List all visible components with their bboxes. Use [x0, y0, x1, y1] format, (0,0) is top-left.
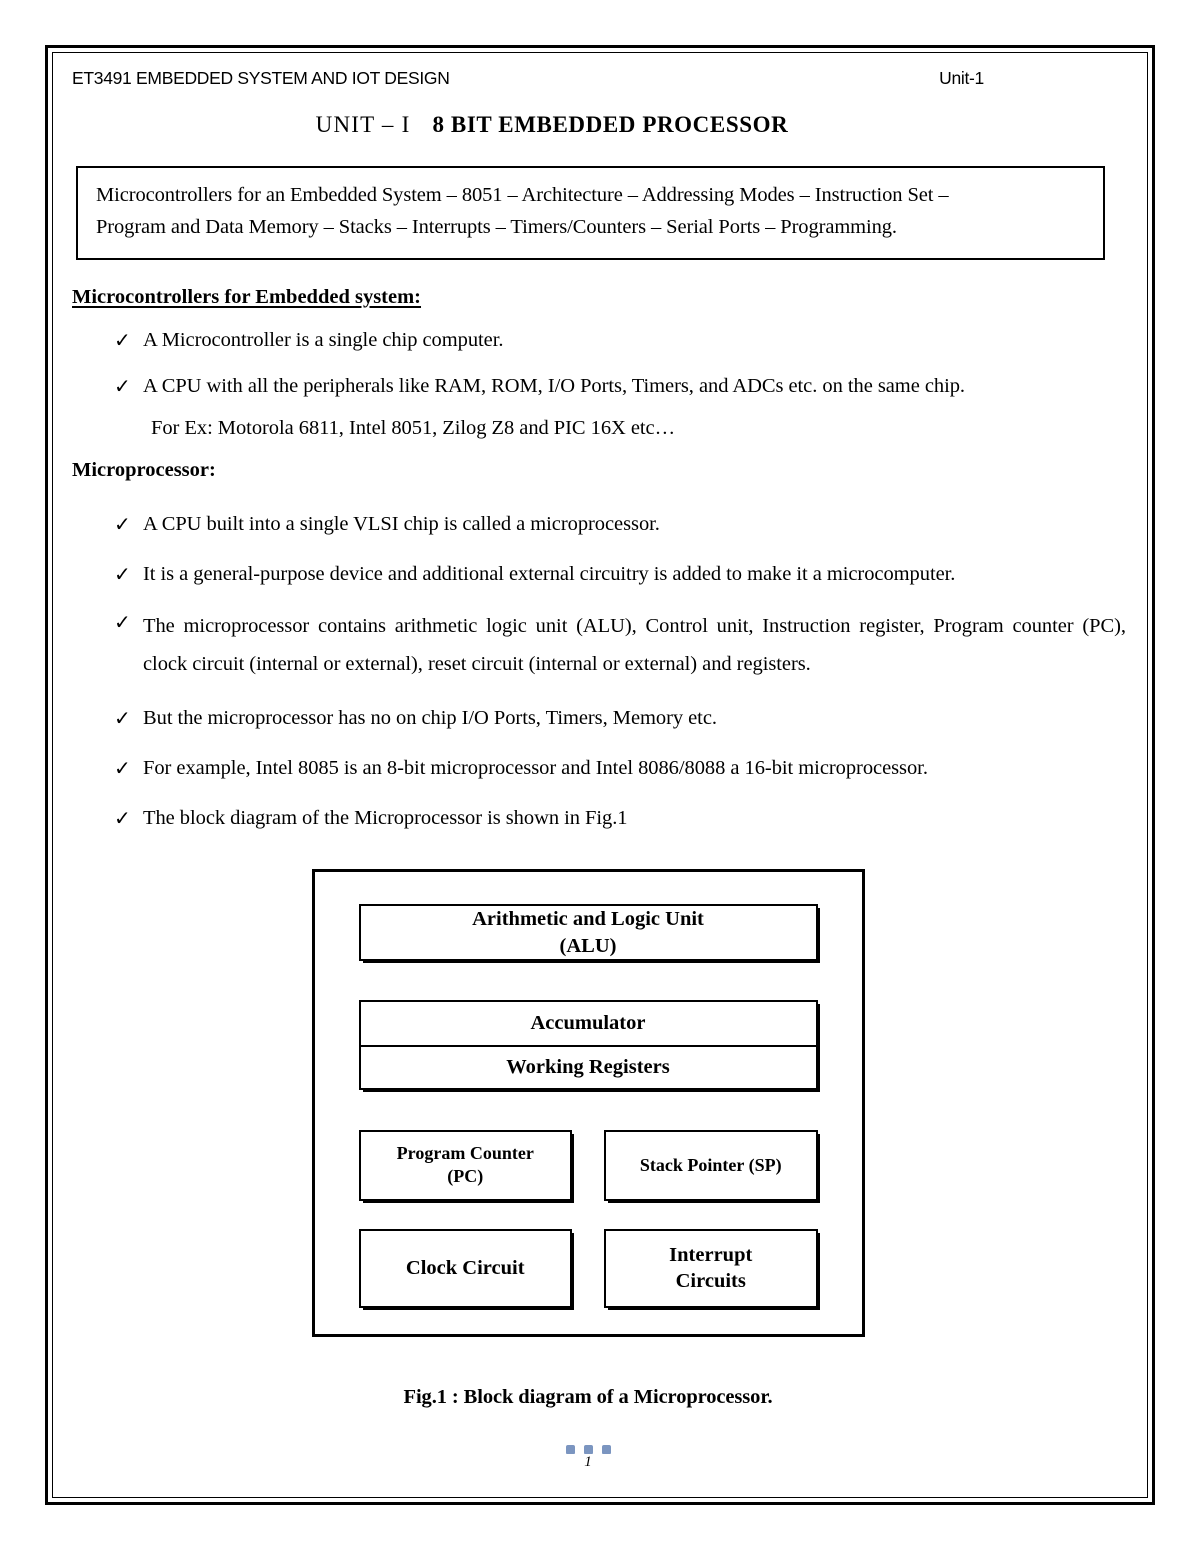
page-footer	[72, 1445, 1132, 1470]
list-item-text: A CPU with all the peripherals like RAM, ROM, I/O Ports, Timers, and ADCs etc. on the same chip.	[143, 375, 965, 398]
microprocessor-bullet-list	[72, 510, 1132, 833]
check-icon: ✓	[114, 610, 131, 635]
figure-caption: Fig.1 : Block diagram of a Microprocessor.	[403, 1386, 773, 1409]
running-head	[72, 68, 1132, 89]
running-head-left: ET3491 EMBEDDED SYSTEM AND IOT DESIGN	[72, 68, 450, 88]
list-item	[72, 510, 1132, 540]
diagram-block-clock-label: Clock Circuit	[405, 1257, 525, 1280]
list-item	[72, 326, 1132, 356]
diagram-block-alu	[359, 904, 818, 960]
list-item	[72, 372, 1132, 402]
check-icon: ✓	[114, 805, 131, 830]
diagram-block-interrupt-line2: Circuits	[675, 1270, 746, 1293]
microcontrollers-bullet-list	[72, 326, 1132, 402]
diagram-block-accumulator: Accumulator	[530, 1011, 646, 1034]
list-item	[72, 608, 1132, 684]
syllabus-box	[76, 166, 1105, 260]
list-item-text: But the microprocessor has no on chip I/O Ports, Timers, Memory etc.	[143, 707, 717, 730]
diagram-cell-interrupt	[604, 1229, 818, 1308]
diagram-cell-clock	[359, 1229, 573, 1308]
diagram-block-program-counter	[359, 1130, 573, 1201]
diagram-row-circuits	[359, 1229, 818, 1308]
list-item	[72, 804, 1132, 834]
diagram-outer-box	[312, 869, 865, 1337]
diagram-block-pc-line1: Program Counter	[396, 1143, 534, 1164]
diagram-block-pc-line2: (PC)	[447, 1166, 484, 1187]
page-title	[72, 112, 1132, 138]
ornament-dot-icon	[584, 1445, 593, 1454]
list-item	[72, 704, 1132, 734]
list-item-text: The microprocessor contains arithmetic logic unit (ALU), Control unit, Instruction register, Program counter (PC), clock circuit (internal or external), reset circuit (internal or external) and registers.	[143, 615, 1126, 676]
diagram-block-sp-label: Stack Pointer (SP)	[639, 1154, 782, 1175]
page-content	[72, 62, 1132, 1492]
page-border	[45, 45, 1155, 1505]
diagram-block-interrupt-circuits	[604, 1229, 818, 1308]
ornament-dot-icon	[566, 1445, 575, 1454]
block-diagram	[72, 869, 1132, 1337]
example-line: For Ex: Motorola 6811, Intel 8051, Zilog Z8 and PIC 16X etc…	[151, 416, 676, 439]
heading-microprocessor: Microprocessor:	[72, 458, 216, 481]
diagram-block-interrupt-line1: Interrupt	[669, 1244, 753, 1267]
check-icon: ✓	[114, 706, 131, 731]
list-item	[72, 560, 1132, 590]
check-icon: ✓	[114, 561, 131, 586]
list-item-text: For example, Intel 8085 is an 8-bit microprocessor and Intel 8086/8088 a 16-bit microprocessor.	[143, 756, 928, 779]
diagram-block-working-registers: Working Registers	[361, 1045, 816, 1088]
diagram-block-alu-line1: Arithmetic and Logic Unit	[472, 908, 704, 931]
diagram-block-alu-line2: (ALU)	[559, 934, 617, 957]
ornament-dot-icon	[602, 1445, 611, 1454]
heading-microcontrollers: Microcontrollers for Embedded system:	[72, 285, 422, 308]
running-head-right: Unit-1	[939, 68, 984, 88]
check-icon: ✓	[114, 511, 131, 536]
check-icon: ✓	[114, 755, 131, 780]
page-number: 1	[584, 1454, 592, 1470]
diagram-cell-sp	[604, 1130, 818, 1201]
title-main: 8 BIT EMBEDDED PROCESSOR	[432, 112, 789, 137]
diagram-block-clock-circuit	[359, 1229, 573, 1308]
diagram-row-counters	[359, 1130, 818, 1201]
list-item-text: A CPU built into a single VLSI chip is called a microprocessor.	[143, 512, 660, 535]
list-item	[72, 754, 1132, 784]
syllabus-line-2: Program and Data Memory – Stacks – Interrupts – Timers/Counters – Serial Ports – Programming.	[96, 215, 897, 238]
list-item-text: A Microcontroller is a single chip computer.	[143, 328, 504, 351]
footer-ornament	[72, 1445, 1104, 1454]
diagram-cell-pc	[359, 1130, 573, 1201]
check-icon: ✓	[114, 374, 131, 399]
diagram-block-stack-pointer	[604, 1130, 818, 1201]
list-item-text: It is a general-purpose device and additional external circuitry is added to make it a microcomputer.	[143, 562, 956, 585]
title-unit-label: UNIT – I	[315, 112, 411, 137]
check-icon: ✓	[114, 327, 131, 352]
syllabus-line-1: Microcontrollers for an Embedded System – 8051 – Architecture – Addressing Modes – Instruction Set –	[96, 184, 949, 206]
diagram-block-registers-group	[359, 1000, 818, 1090]
list-item-text: The block diagram of the Microprocessor is shown in Fig.1	[143, 806, 628, 829]
